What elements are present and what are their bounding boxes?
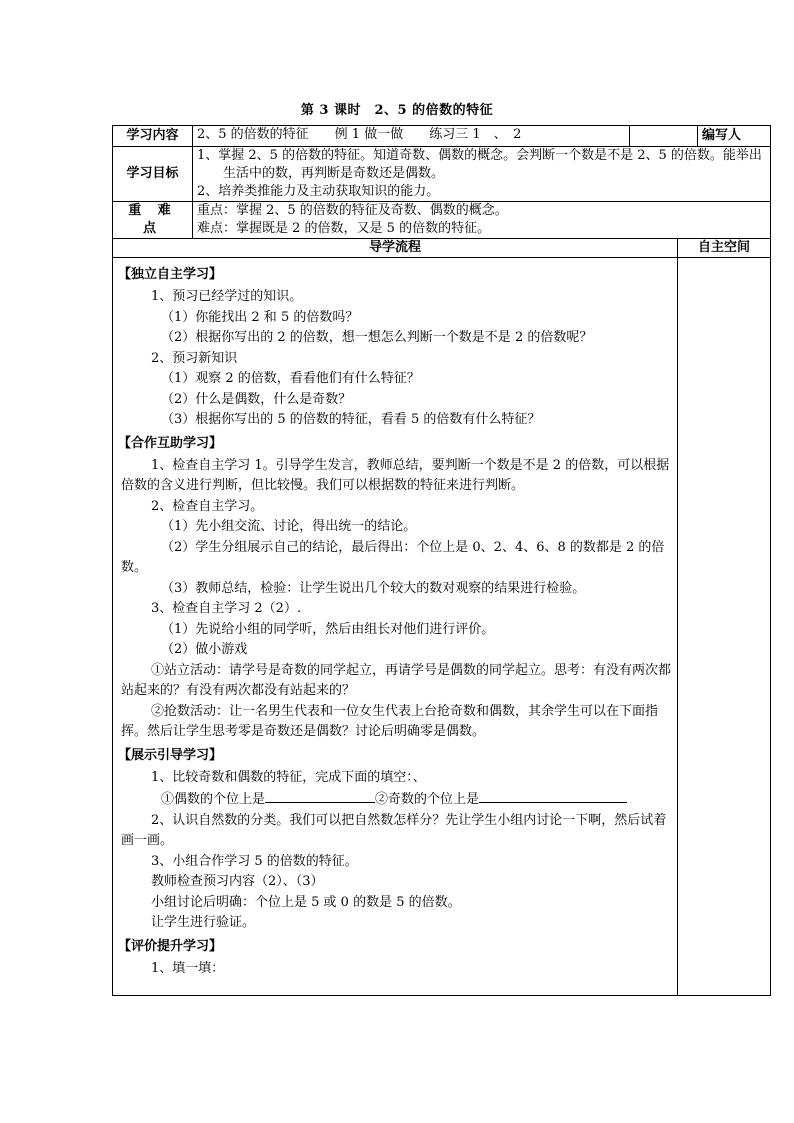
author-label: 编写人 (698, 126, 771, 147)
section-heading: 【展示引导学习】 (118, 747, 223, 763)
flow-body-row (113, 258, 771, 996)
section-heading: 【合作互助学习】 (118, 435, 223, 451)
fill-blank-prompt: ①偶数的个位上是 (161, 792, 266, 807)
fill-blank[interactable] (265, 788, 375, 803)
flow-header-row (113, 239, 771, 258)
flow-line: 1、比较奇数和偶数的特征，完成下面的填空：、 (151, 769, 426, 785)
fill-blank-line (121, 788, 671, 811)
flow-line: 教师检查预习内容（2）、（3） (151, 874, 324, 889)
flow-line: （2）根据你写出的 2 的倍数，想一想怎么判断一个数是不是 2 的倍数呢？ (161, 330, 593, 345)
section-heading: 【独立自主学习】 (118, 267, 223, 282)
flow-line: （3）根据你写出的 5 的倍数的特征，看看 5 的倍数有什么特征？ (161, 412, 541, 427)
flow-line: （2）做小游戏 (161, 642, 248, 657)
key-point-1: 重点：掌握 2、5 的倍数的特征及奇数、偶数的概念。 (197, 203, 508, 218)
space-cell (678, 258, 771, 996)
author-label-spacer (630, 126, 698, 147)
process-label: 导学流程 (113, 239, 678, 258)
flow-line: 3、检查自主学习 2（2）. (151, 601, 302, 616)
flow-line: （2）学生分组展示自己的结论，最后得出：个位上是 0、2、4、6、8 的数都是 2 的倍数。 (121, 539, 665, 575)
flow-line: 2、认识自然数的分类。我们可以把自然数怎样分？先让学生小组内讨论一下啊，然后试着画一画。 (121, 812, 667, 848)
goals-cell (193, 147, 771, 202)
flow-line: （1）先小组交流、讨论，得出统一的结论。 (161, 519, 417, 534)
flow-line: （1）你能找出 2 和 5 的倍数吗？ (161, 309, 359, 325)
content-row (113, 126, 771, 147)
space-label: 自主空间 (678, 239, 771, 258)
flow-line: 1、预习已经学过的知识。 (151, 289, 303, 304)
lesson-plan-table (112, 125, 771, 996)
content-label: 学习内容 (113, 126, 193, 147)
fill-blank[interactable] (479, 788, 627, 803)
flow-line: 小组讨论后明确：个位上是 5 或 0 的数是 5 的倍数。 (151, 894, 461, 910)
fill-blank-prompt: ②奇数的个位上是 (375, 792, 480, 807)
flow-line: ②抢数活动：让一名男生代表和一位女生代表上台抢奇数和偶数，其余学生可以在下面指挥。然后让学生思考零是奇数还是偶数？讨论后明确零是偶数。 (121, 703, 659, 739)
key-points-row (113, 202, 771, 239)
content-value: 2、5 的倍数的特征 例 1 做一做 练习三 1 、 2 (193, 126, 630, 147)
flow-line: （1）观察 2 的倍数，看看他们有什么特征？ (161, 371, 420, 386)
goals-row (113, 147, 771, 202)
key-point-2: 难点：掌握既是 2 的倍数，又是 5 的倍数的特征。 (197, 221, 491, 236)
flow-line: （3）教师总结，检验：让学生说出几个较大的数对观察的结果进行检验。 (161, 580, 586, 596)
flow-line: 3、小组合作学习 5 的倍数的特征。 (151, 853, 358, 869)
flow-line: 让学生进行验证。 (151, 915, 256, 930)
flow-line: 1、填一填： (151, 960, 225, 976)
flow-line: ①站立活动：请学号是奇数的同学起立，再请学号是偶数的同学起立。思考：有没有两次都站起来的？有没有两次都没有站起来的？ (121, 662, 672, 698)
section-heading: 【评价提升学习】 (118, 938, 223, 954)
page-title: 第 3 课时 2、5 的倍数的特征 (300, 103, 494, 118)
flow-line: 2、检查自主学习。 (151, 498, 264, 514)
key-points-cell (193, 202, 771, 239)
flow-line: 1、检查自主学习 1。引导学生发言，教师总结，要判断一个数是不是 2 的倍数，可以根据倍数的含义进行判断，但比较慢。我们可以根据数的特征来进行判断。 (121, 457, 670, 493)
flow-line: 2、预习新知识 (151, 350, 238, 366)
flow-line: （1）先说给小组的同学听，然后由组长对他们进行评价。 (161, 621, 495, 637)
flow-line: （2）什么是偶数，什么是奇数？ (161, 391, 352, 407)
goal-1: 1、掌握 2、5 的倍数的特征。知道奇数、偶数的概念。会判断一个数是不是 2、5 的倍数。能举出生活中的数，再判断是奇数还是偶数。 (197, 148, 762, 181)
key-label: 重 难 点 (113, 202, 193, 239)
flow-body (113, 258, 678, 996)
goal-2: 2、培养类推能力及主动获取知识的能力。 (197, 184, 440, 199)
goals-label: 学习目标 (113, 147, 193, 202)
